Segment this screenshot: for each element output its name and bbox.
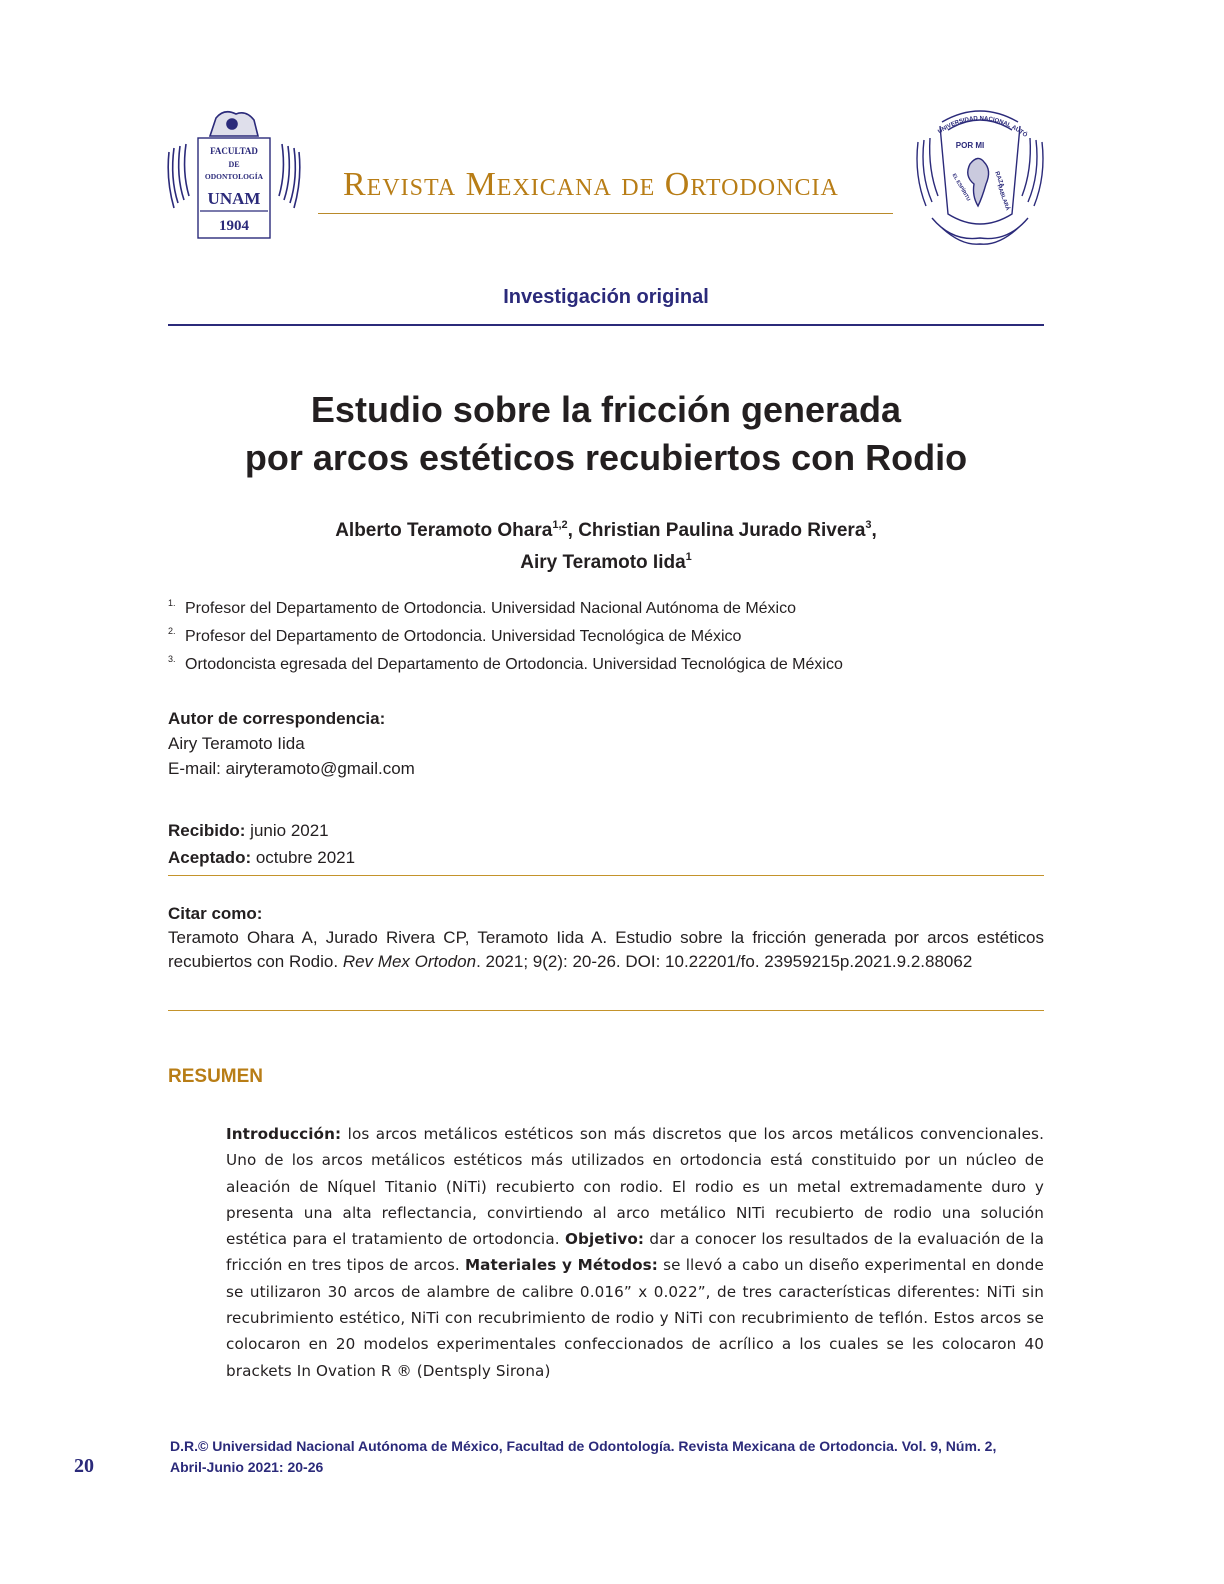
citation-text-before: Teramoto Ohara A, Jurado Rivera CP, Teramoto Iida A. Estudio sobre la fricción generada por arcos estéticos recubiertos con Rodio. (168, 928, 1044, 971)
correspondence-label: Autor de correspondencia: (168, 709, 386, 728)
author-name: Alberto Teramoto Ohara (335, 520, 553, 541)
dates-rule (168, 875, 1044, 876)
author-list (168, 512, 1044, 576)
article-title (168, 386, 1044, 482)
abstract-objective-text: dar a conocer los resultados de la evaluación de la fricción en tres tipos de arcos. (226, 1230, 1044, 1275)
journal-title-rule (318, 213, 893, 214)
correspondence-name: Airy Teramoto Iida (168, 734, 305, 753)
author-separator: , (871, 520, 877, 541)
faculty-logo-line2: DE (228, 160, 240, 169)
affiliation-item (168, 654, 1044, 674)
faculty-logo-line3: ODONTOLOGÍA (204, 172, 264, 181)
correspondence-email: E-mail: airyteramoto@gmail.com (168, 759, 415, 778)
faculty-logo-line1: FACULTAD (210, 146, 258, 156)
received-label: Recibido: (168, 821, 246, 840)
correspondence-block (168, 706, 1044, 781)
affiliation-text: Ortodoncista egresada del Departamento de Ortodoncia. Universidad Tecnológica de México (185, 656, 843, 673)
faculty-logo (166, 108, 302, 243)
author-name: Christian Paulina Jurado Rivera (578, 520, 866, 541)
citation-text-after: . 2021; 9(2): 20-26. DOI: 10.22201/fo. 23959215p.2021.9.2.88062 (476, 952, 973, 971)
author-affiliation-mark: 3 (865, 519, 872, 531)
citation-rule (168, 1010, 1044, 1011)
abstract-heading: RESUMEN (168, 1066, 264, 1087)
abstract-intro-text: los arcos metálicos estéticos son más discretos que los arcos metálicos convencionales. Uno de los arcos metálicos estéticos más utilizados en ortodoncia está constituido por un núcleo de aleación de Níquel Titanio (NiTi) recubierto con rodio. El rodio es un metal extremadamente duro y presenta una alta reflectancia, convirtiendo al arco metálico NITi recubierto de rodio una solución estética para el tratamiento de ortodoncia. (226, 1125, 1044, 1249)
author-affiliation-mark: 1,2 (552, 519, 568, 531)
affiliation-text: Profesor del Departamento de Ortodoncia. Universidad Tecnológica de México (185, 628, 742, 645)
page-number: 20 (74, 1455, 94, 1477)
citation-text (168, 926, 1044, 974)
abstract-objective-label: Objetivo: (565, 1230, 645, 1249)
affiliation-number: 1. (168, 598, 176, 608)
faculty-logo-line5: 1904 (219, 218, 249, 234)
unam-seal-motto1: POR MI (955, 141, 985, 150)
unam-seal-ring-text: UNIVERSIDAD NACIONAL AUTÓ (937, 115, 1029, 139)
accepted-value: octubre 2021 (251, 848, 356, 867)
article-title-line1: Estudio sobre la fricción generada (310, 389, 902, 430)
affiliation-number: 2. (168, 626, 176, 636)
footer-copyright (170, 1436, 1046, 1478)
unam-seal-motto2: RAZA (993, 170, 1005, 189)
footer-line2: Abril-Junio 2021: 20-26 (170, 1459, 324, 1475)
unam-seal (912, 106, 1048, 248)
footer-line1: D.R.© Universidad Nacional Autónoma de México, Facultad de Odontología. Revista Mexicana de Ortodoncia. Vol. 9, Núm. 2, (170, 1438, 997, 1454)
article-title-line2: por arcos estéticos recubiertos con Rodio (244, 437, 968, 478)
abstract-methods-label: Materiales y Métodos: (464, 1256, 658, 1275)
citation-block (168, 902, 1044, 974)
abstract-methods-text: se llevó a cabo un diseño experimental en donde se utilizaron 30 arcos de alambre de calibre 0.016” x 0.022”, de tres características diferentes: NiTi sin recubrimiento estético, NiTi con recubrimiento de rodio y NiTi con recubrimiento de teflón. Estos arcos se colocaron en 20 modelos experimentales confeccionados de acrílico a los cuales se les colocaron 40 brackets In Ovation R ® (Dentsply Sirona) (226, 1256, 1044, 1380)
dates-block (168, 817, 1044, 871)
citation-label: Citar como: (168, 904, 263, 923)
received-value: junio 2021 (245, 821, 329, 840)
faculty-logo-line4: UNAM (207, 189, 261, 208)
affiliation-item (168, 598, 1044, 618)
unam-seal-motto3: HABLARÁ (995, 183, 1011, 212)
journal-title: Revista Mexicana de Ortodoncia (343, 166, 839, 203)
affiliation-item (168, 626, 1044, 646)
accepted-label: Aceptado: (168, 848, 252, 867)
affiliation-number: 3. (168, 654, 176, 664)
author-name: Airy Teramoto Iida (520, 552, 686, 573)
affiliation-text: Profesor del Departamento de Ortodoncia. Universidad Nacional Autónoma de México (185, 600, 796, 617)
citation-journal: Rev Mex Ortodon (342, 952, 477, 971)
abstract-body (226, 1121, 1044, 1384)
unam-seal-motto4: EL ESPÍRITU (950, 172, 972, 203)
author-separator: , (567, 520, 579, 541)
author-affiliation-mark: 1 (685, 551, 692, 563)
section-label: Investigación original (503, 286, 709, 308)
section-rule (168, 324, 1044, 326)
abstract-intro-label: Introducción: (226, 1125, 342, 1143)
